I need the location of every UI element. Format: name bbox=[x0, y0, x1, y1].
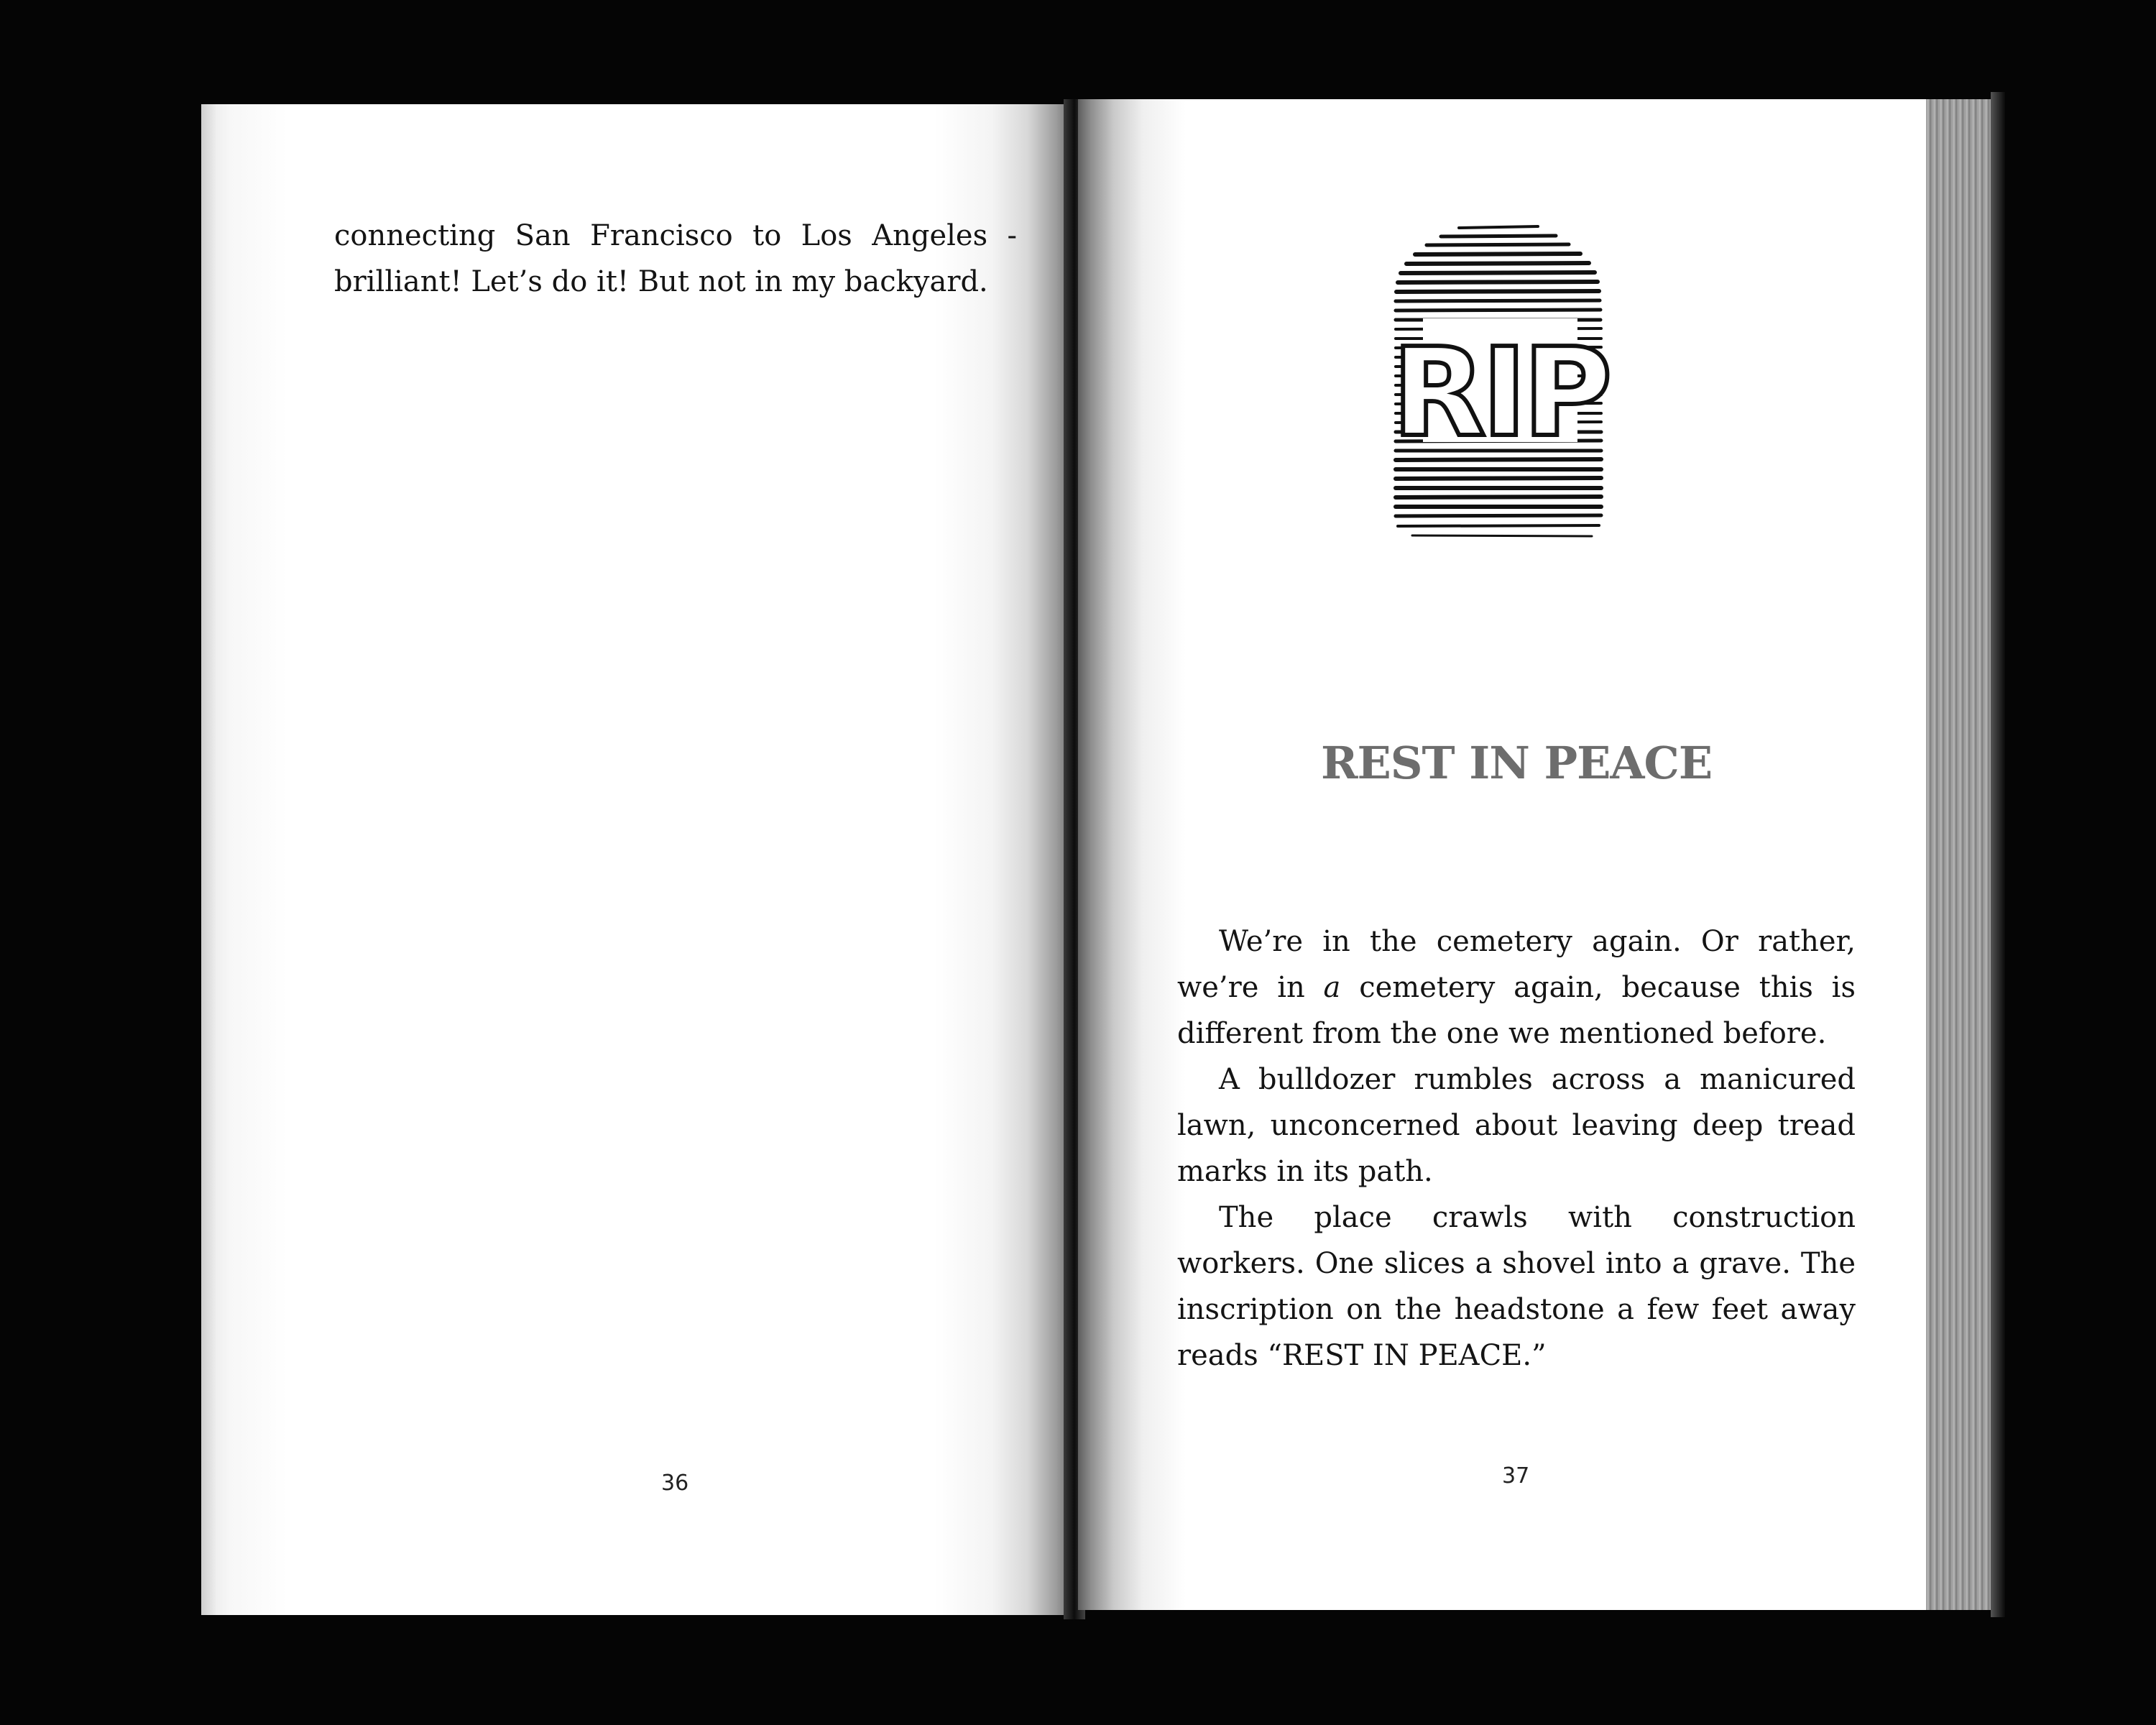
page-number-left: 36 bbox=[661, 1471, 689, 1496]
page-edge bbox=[201, 104, 216, 1615]
left-page-body bbox=[334, 213, 1017, 305]
page-block-shadow bbox=[1991, 92, 2005, 1617]
paragraph-1: We’re in the cemetery again. Or rather, we’re in a cemetery again, because this is different from the one we mentioned before. bbox=[1177, 925, 1856, 1050]
headstone-inscription: RIP bbox=[1391, 322, 1608, 464]
left-paragraph: connecting San Francisco to Los Angeles - brilliant! Let’s do it! But not in my backyard. bbox=[334, 219, 1017, 298]
page-block-edge bbox=[1926, 99, 1998, 1610]
left-page bbox=[201, 104, 1072, 1615]
page-number-right: 37 bbox=[1502, 1463, 1530, 1489]
headstone-icon bbox=[1383, 219, 1613, 546]
paragraph-3: The place crawls with construction workers. One slices a shovel into a grave. The inscription on the headstone a few feet away reads “REST IN PEACE.” bbox=[1177, 1201, 1856, 1372]
paragraph-2: A bulldozer rumbles across a manicured lawn, unconcerned about leaving deep tread marks in its path. bbox=[1177, 1063, 1856, 1188]
chapter-title: REST IN PEACE bbox=[1321, 737, 1713, 789]
right-page-body bbox=[1177, 919, 1856, 1379]
